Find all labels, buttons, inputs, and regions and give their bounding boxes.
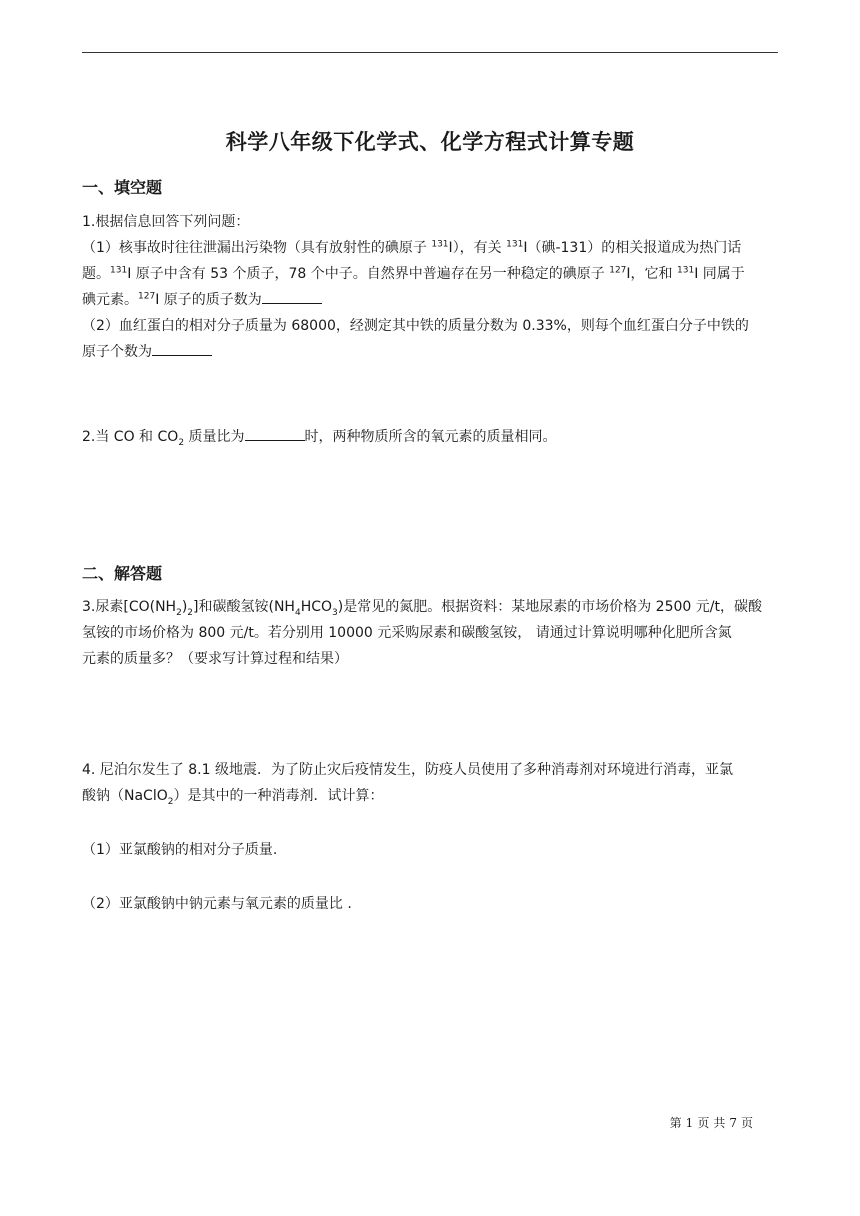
question-1: [82, 209, 782, 365]
q1-part1-line3: 碘元素。$^{127}$I 原子的质子数为: [82, 287, 782, 313]
q1-part2-line1: （2）血红蛋白的相对分子质量为 68000，经测定其中铁的质量分数为 0.33%，则每个血红蛋白分子中铁的: [82, 318, 749, 334]
answer-blank[interactable]: [262, 289, 322, 304]
question-4-part1: （1）亚氯酸钠的相对分子质量.: [82, 842, 278, 858]
question-2: 2.当 CO 和 $CO_2$ 质量比为 时，两种物质所含的氧元素的质量相同。: [82, 424, 782, 450]
current-page: 1: [685, 1116, 694, 1130]
answer-blank[interactable]: [245, 426, 305, 441]
q1-part2-line2: 原子个数为: [82, 339, 782, 365]
q1-part1-line2: 题。$^{131}$I 原子中含有 53 个质子，78 个中子。自然界中普遍存在另一种稳定的碘原子 $^{127}$I，它和 $^{131}$I 同属于: [82, 265, 745, 282]
question-4: 4. 尼泊尔发生了 8.1 级地震．为了防止灾后疫情发生，防疫人员使用了多种消毒剂对环境进行消毒，亚氯 酸钠（NaClO$_2$）是其中的一种消毒剂．试计算：: [82, 762, 733, 807]
section-heading-fill-blank: 一、填空题: [82, 178, 163, 197]
page-title: 科学八年级下化学式、化学方程式计算专题: [225, 130, 635, 154]
q1-intro: 1.根据信息回答下列问题：: [82, 214, 250, 230]
section-heading-answer: 二、解答题: [82, 564, 163, 583]
page-footer: 第 1 页 共 7 页: [669, 1116, 753, 1130]
question-3: 3.尿素$[CO(NH_2)_2]$和碳酸氢铵$(NH_4HCO_3)$是常见的氮肥。根据资料：某地尿素的市场价格为 2500 元/t，碳酸 氢铵的市场价格为 800 元/t。若分别用 10000 元采购尿素和碳酸氢铵， 请通过计算说明哪种化肥所含氮 元素的质量多？（要求写计算过程和结果）: [82, 599, 762, 667]
header-rule: [82, 52, 778, 53]
q1-part1-line1: （1）核事故时往往泄漏出污染物（具有放射性的碘原子 $^{131}$I），有关 $^{131}$I（碘-131）的相关报道成为热门话: [82, 239, 742, 256]
question-4-part2: （2）亚氯酸钠中钠元素与氧元素的质量比 .: [82, 896, 352, 912]
answer-blank[interactable]: [152, 341, 212, 356]
total-pages: 7: [729, 1116, 737, 1130]
